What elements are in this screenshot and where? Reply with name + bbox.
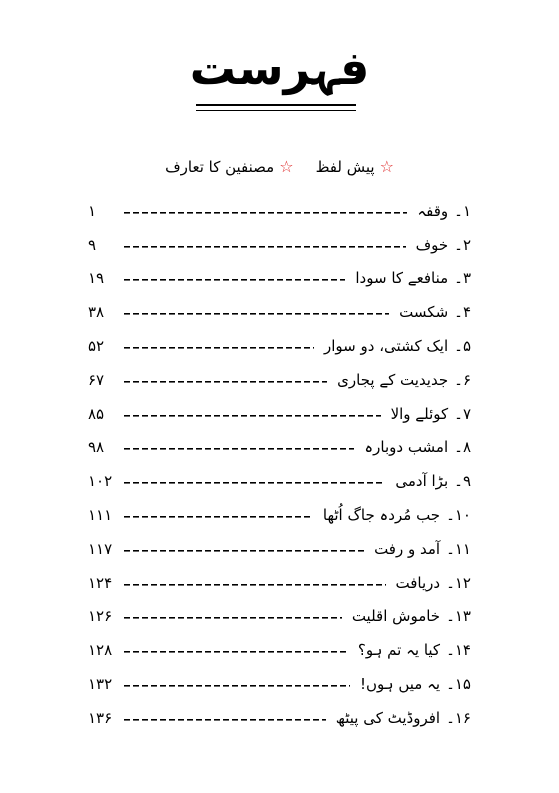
toc-title: امشب دوبارہ	[364, 438, 449, 457]
toc-page: ۳۸	[88, 303, 105, 322]
toc-number: ۸۔	[454, 438, 471, 457]
toc-number: ۳۔	[454, 269, 471, 288]
toc-page: ۹۸	[88, 438, 105, 457]
toc-title: بڑا آدمی	[395, 472, 449, 491]
dotted-leader	[124, 578, 386, 588]
star-icon: ☆	[379, 157, 394, 176]
star-icon: ☆	[279, 157, 294, 176]
toc-row[interactable]	[88, 431, 471, 465]
title-underline-thick	[196, 104, 356, 106]
intro-item-label: پیش لفظ	[315, 158, 375, 176]
dotted-leader	[124, 544, 364, 554]
intro-links	[0, 158, 559, 176]
dotted-leader	[124, 341, 314, 351]
dotted-leader	[124, 645, 348, 655]
toc-page: ۱۳۲	[88, 675, 113, 694]
dotted-leader	[124, 442, 354, 452]
toc-page: ۸۵	[88, 404, 105, 423]
toc-page: ۱	[88, 201, 97, 220]
toc-row[interactable]	[88, 295, 471, 329]
toc-title: کیا یہ تم ہو؟	[357, 641, 441, 660]
toc-title: ایک کشتی، دو سوار	[324, 337, 449, 356]
dotted-leader	[124, 476, 385, 486]
toc-page: ۱۲۶	[88, 607, 113, 626]
toc-page: ۱۰۲	[88, 472, 113, 491]
toc-row[interactable]	[88, 228, 471, 262]
dotted-leader	[124, 307, 389, 317]
toc-number: ۱۵۔	[446, 675, 471, 694]
toc-row[interactable]	[88, 701, 471, 735]
toc-number: ۱۲۔	[446, 573, 471, 592]
toc-title: کوئلے والا	[390, 404, 449, 423]
toc-page: ۱۱۱	[88, 506, 113, 525]
toc-row[interactable]	[88, 262, 471, 296]
toc-title: دریافت	[395, 573, 441, 592]
toc-title: خوف	[415, 235, 449, 254]
intro-item-authors[interactable]	[165, 158, 293, 176]
toc-number: ۵۔	[454, 337, 471, 356]
toc-number: ۱۔	[454, 201, 471, 220]
toc-page: ۱۱۷	[88, 539, 113, 558]
table-of-contents	[88, 194, 471, 735]
dotted-leader	[124, 240, 406, 250]
dotted-leader	[124, 206, 407, 216]
toc-title: منافعے کا سودا	[355, 269, 449, 288]
toc-number: ۲۔	[454, 235, 471, 254]
toc-page: ۱۲۴	[88, 573, 113, 592]
toc-number: ۱۴۔	[446, 641, 471, 660]
toc-row[interactable]	[88, 667, 471, 701]
dotted-leader	[124, 611, 342, 621]
toc-page: ۱۳۶	[88, 708, 113, 727]
toc-row[interactable]	[88, 498, 471, 532]
dotted-leader	[124, 713, 326, 723]
title-underline-thin	[196, 110, 356, 111]
toc-number: ۱۰۔	[446, 506, 471, 525]
toc-number: ۴۔	[454, 303, 471, 322]
toc-number: ۶۔	[454, 370, 471, 389]
dotted-leader	[124, 409, 381, 419]
toc-page: ۶۷	[88, 370, 105, 389]
toc-number: ۱۳۔	[446, 607, 471, 626]
toc-row[interactable]	[88, 194, 471, 228]
toc-page: ۵۲	[88, 337, 105, 356]
toc-row[interactable]	[88, 532, 471, 566]
toc-title: خاموش اقلیت	[351, 607, 441, 626]
toc-title: یہ میں ہوں!	[360, 675, 441, 694]
toc-row[interactable]	[88, 397, 471, 431]
dotted-leader	[124, 510, 313, 520]
toc-title: آمد و رفت	[374, 539, 441, 558]
toc-row[interactable]	[88, 633, 471, 667]
dotted-leader	[124, 679, 350, 689]
toc-title: افروڈیٹ کی پیٹھ	[335, 708, 441, 727]
toc-number: ۹۔	[454, 472, 471, 491]
intro-item-preface[interactable]	[316, 158, 394, 176]
toc-page: ۱۲۸	[88, 641, 113, 660]
toc-number: ۱۱۔	[446, 539, 471, 558]
toc-title: وقفہ	[417, 201, 449, 220]
toc-row[interactable]	[88, 600, 471, 634]
toc-title: جدیدیت کے پجاری	[337, 370, 449, 389]
toc-row[interactable]	[88, 363, 471, 397]
toc-title: شکست	[399, 303, 449, 322]
toc-page: ۹	[88, 235, 97, 254]
toc-row[interactable]	[88, 566, 471, 600]
toc-row[interactable]	[88, 329, 471, 363]
toc-number: ۷۔	[454, 404, 471, 423]
toc-page: ۱۹	[88, 269, 105, 288]
intro-item-label: مصنفین کا تعارف	[165, 158, 275, 176]
page-title: فہرست	[189, 41, 370, 95]
dotted-leader	[124, 273, 345, 283]
toc-row[interactable]	[88, 464, 471, 498]
toc-title: جب مُردہ جاگ اُٹھا	[322, 506, 441, 525]
toc-number: ۱۶۔	[446, 708, 471, 727]
dotted-leader	[124, 375, 327, 385]
